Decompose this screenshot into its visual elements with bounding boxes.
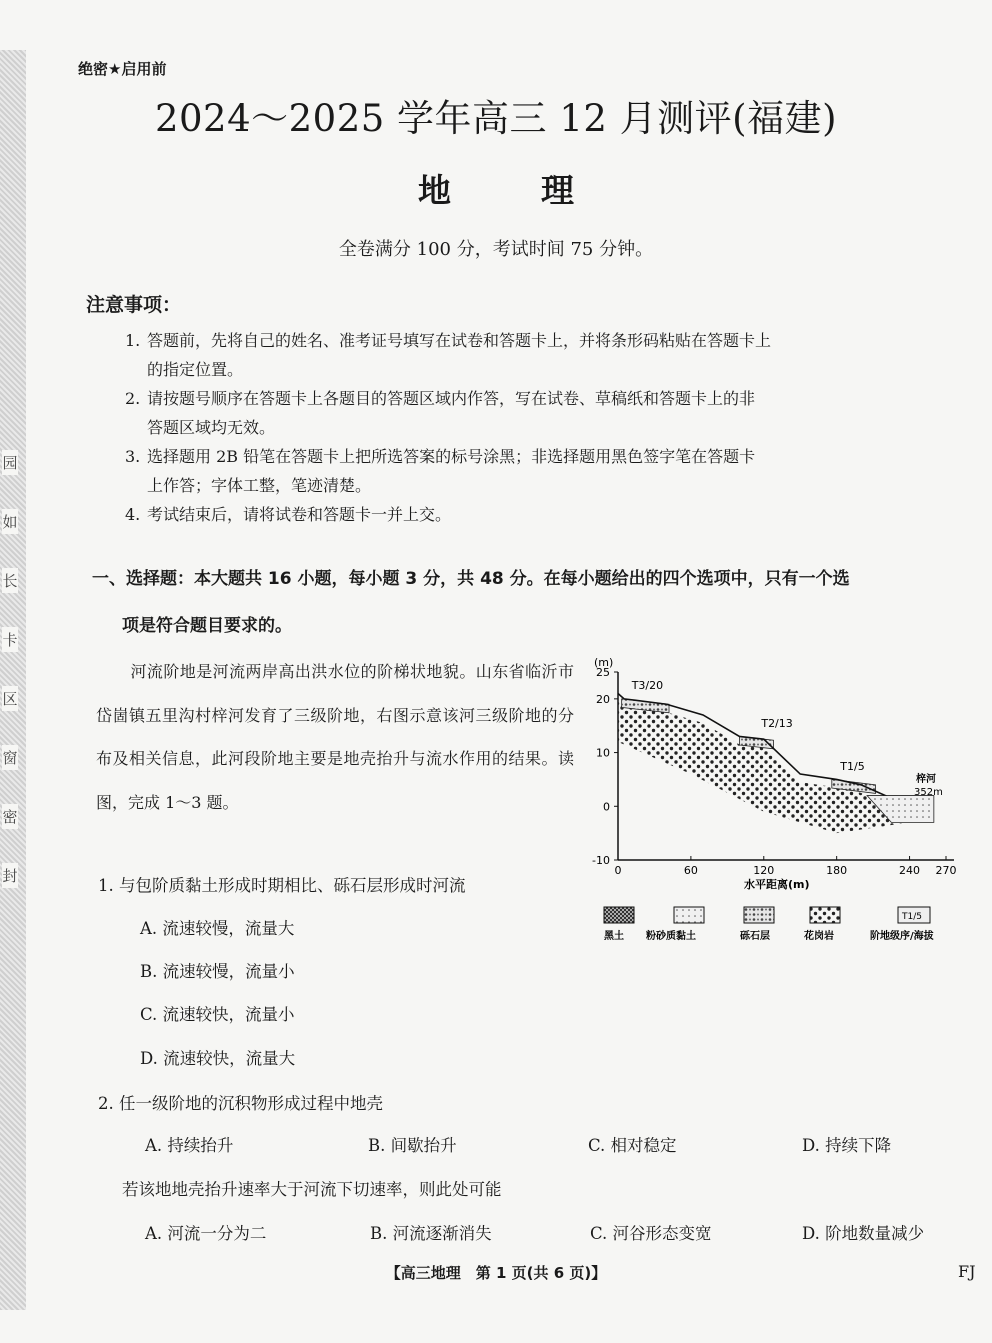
river-elevation: 352m xyxy=(914,787,943,798)
question-2-option-a: A. 持续抬升 xyxy=(145,1136,234,1155)
legend-item-granite xyxy=(803,907,840,942)
y-tick-label: 0 xyxy=(603,800,610,814)
note-line: 答题区域均无效。 xyxy=(147,418,276,437)
x-tick-label: 60 xyxy=(683,864,698,877)
note-line: 的指定位置。 xyxy=(147,360,244,379)
question-3-option-c: C. 河谷形态变宽 xyxy=(590,1224,712,1243)
note-item xyxy=(125,326,955,384)
y-tick-label: 25 xyxy=(596,666,610,679)
binding-char: 窗 xyxy=(2,745,17,770)
question-3-option-b: B. 河流逐渐消失 xyxy=(370,1224,492,1243)
note-line: 请按题号顺序在答题卡上各题目的答题区域内作答，写在试卷、草稿纸和答题卡上的非 xyxy=(147,389,756,408)
x-tick-label: 240 xyxy=(899,864,921,877)
terrace-label-t2: T2/13 xyxy=(761,716,793,730)
question-1-option-a: A. 流速较慢，流量大 xyxy=(140,919,295,938)
y-tick-label: -10 xyxy=(592,854,610,867)
notes-title: 注意事项： xyxy=(86,294,182,316)
question-3-stem: 若该地地壳抬升速率大于河流下切速率，则此处可能 xyxy=(122,1180,502,1199)
question-3-option-a: A. 河流一分为二 xyxy=(145,1224,267,1243)
secret-mark: 绝密★启用前 xyxy=(78,60,167,78)
question-1-option-b: B. 流速较慢，流量小 xyxy=(140,962,295,981)
legend-label: 砾石层 xyxy=(740,931,770,942)
notes-list xyxy=(125,326,955,529)
question-1-option-d: D. 流速较快，流量大 xyxy=(140,1049,296,1068)
binding-margin-text xyxy=(0,450,20,888)
binding-char: 园 xyxy=(2,450,17,475)
x-tick-label: 180 xyxy=(826,864,848,877)
question-2-option-b: B. 间歇抬升 xyxy=(368,1136,457,1155)
y-tick-label: 10 xyxy=(596,746,610,760)
legend-item-terrace xyxy=(870,907,934,942)
page-footer: 【高三地理 第 1 页(共 6 页)】 xyxy=(385,1264,607,1282)
section-line: 一、选择题：本大题共 16 小题，每小题 3 分，共 48 分。在每小题给出的四个选项中，只有一个选 xyxy=(92,569,850,589)
note-line: 选择题用 2B 铅笔在答题卡上把所选答案的标号涂黑；非选择题用黑色签字笔在答题卡 xyxy=(147,447,756,466)
note-number: 4. xyxy=(125,505,141,524)
binding-char: 区 xyxy=(2,686,17,711)
legend-label: 粉砂质黏土 xyxy=(646,931,696,942)
note-line: 上作答；字体工整，笔迹清楚。 xyxy=(147,476,372,495)
binding-char: 卡 xyxy=(2,627,17,652)
subject-title xyxy=(0,165,992,212)
terrace-diagram xyxy=(584,652,964,956)
x-tick-label: 270 xyxy=(935,864,957,877)
x-axis-label: 水平距离(m) xyxy=(744,878,810,891)
legend-label: 阶地级序/海拔 xyxy=(870,931,934,942)
note-item xyxy=(125,442,955,500)
note-line: 考试结束后，请将试卷和答题卡一并上交。 xyxy=(147,505,452,524)
question-3-option-d: D. 阶地数量减少 xyxy=(802,1224,925,1243)
x-tick-label: 0 xyxy=(614,864,622,877)
y-tick-label: 20 xyxy=(596,692,610,706)
binding-char: 长 xyxy=(2,568,17,593)
section-line: 项是符合题目要求的。 xyxy=(122,616,292,636)
region-code: FJ xyxy=(958,1262,976,1281)
note-line: 答题前，先将自己的姓名、准考证号填写在试卷和答题卡上，并将条形码粘贴在答题卡上 xyxy=(147,331,772,350)
question-2-option-d: D. 持续下降 xyxy=(802,1136,892,1155)
legend xyxy=(604,907,934,942)
legend-item-gravel xyxy=(740,907,774,942)
x-tick-label: 120 xyxy=(753,864,775,877)
terrace-label-t3: T3/20 xyxy=(631,679,664,693)
legend-label: 花岗岩 xyxy=(804,931,834,942)
terrace-diagram-svg xyxy=(584,652,964,952)
binding-char: 封 xyxy=(2,863,17,888)
legend-item-clay xyxy=(645,907,704,942)
question-2-stem: 2. 任一级阶地的沉积物形成过程中地壳 xyxy=(98,1094,383,1113)
y-ticks xyxy=(592,666,618,867)
note-number: 3. xyxy=(125,447,141,466)
subject-text: 地理 xyxy=(418,171,664,210)
legend-item-soil xyxy=(604,907,634,942)
y-axis-label: (m) xyxy=(594,656,614,669)
full-score-line: 全卷满分 100 分，考试时间 75 分钟。 xyxy=(338,239,654,260)
note-number: 1. xyxy=(125,331,141,350)
river-label: 梓河 xyxy=(916,774,936,785)
terrace-label-t1: T1/5 xyxy=(840,759,865,773)
note-item xyxy=(125,384,955,442)
legend-label: 黑土 xyxy=(604,931,624,942)
reading-passage xyxy=(96,650,574,824)
passage-text: 河流阶地是河流两岸高出洪水位的阶梯状地貌。山东省临沂市岱崮镇五里沟村梓河发育了三级阶地，右图示意该河三级阶地的分布及相关信息，此河段阶地主要是地壳抬升与流水作用的结果。读图，完成 1～3 题。 xyxy=(96,662,574,812)
question-2-option-c: C. 相对稳定 xyxy=(588,1136,677,1155)
note-item xyxy=(125,500,955,529)
x-ticks xyxy=(615,856,957,877)
section-heading xyxy=(92,565,962,641)
binding-char: 密 xyxy=(2,804,17,829)
binding-char: 如 xyxy=(2,509,17,534)
note-number: 2. xyxy=(125,389,141,408)
svg-text:T1/5: T1/5 xyxy=(902,912,922,922)
exam-title: 2024～2025 学年高三 12 月测评(福建) xyxy=(154,97,838,140)
question-1-stem: 1. 与包阶质黏土形成时期相比、砾石层形成时河流 xyxy=(98,876,466,895)
question-1-option-c: C. 流速较快，流量小 xyxy=(140,1005,295,1024)
